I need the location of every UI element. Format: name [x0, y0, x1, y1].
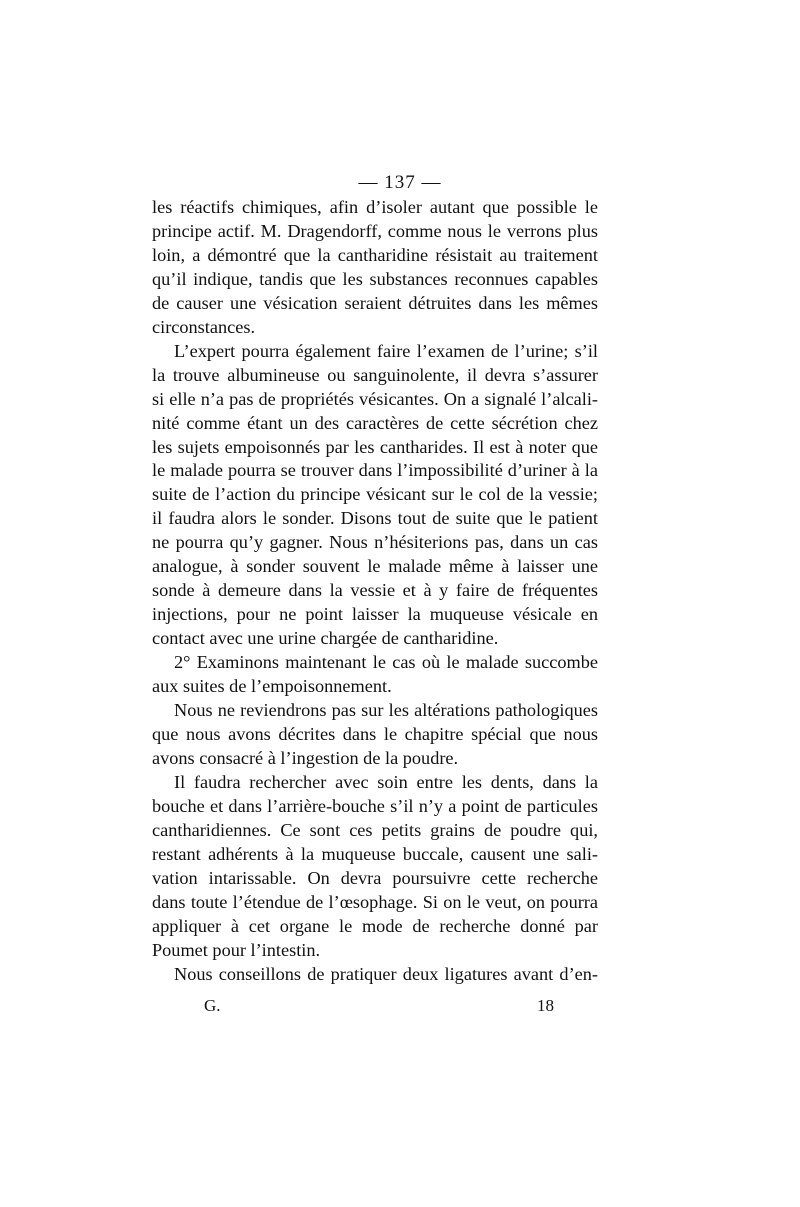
text-line: qu’il indique, tandis que les substances reconnues capables — [152, 268, 598, 289]
text-line: dans toute l’étendue de l’œsophage. Si on le veut, on pourra — [152, 891, 598, 912]
text-line: appliquer à cet organe le mode de recherche donné par — [152, 915, 598, 936]
text-line: restant adhérents à la muqueuse buccale, causent une sali- — [152, 843, 598, 864]
text-line: nité comme étant un des caractères de cette sécrétion chez — [152, 412, 598, 433]
text-line: sonde à demeure dans la vessie et à y faire de fréquentes — [152, 580, 598, 601]
page-number: — 137 — — [358, 172, 442, 193]
text-line: circonstances. — [152, 316, 256, 337]
text-line: Il faudra rechercher avec soin entre les dents, dans la — [174, 771, 598, 792]
text-line: principe actif. M. Dragendorff, comme nous le verrons plus — [152, 220, 598, 241]
text-line: contact avec une urine chargée de cantharidine. — [152, 628, 499, 649]
page-footer — [204, 996, 554, 1020]
text-line: la trouve albumineuse ou sanguinolente, il devra s’assurer — [152, 364, 598, 385]
text-line: Poumet pour l’intestin. — [152, 939, 321, 960]
text-line: suite de l’action du principe vésicant sur le col de la vessie; — [152, 484, 598, 505]
text-line: injections, pour ne point laisser la muqueuse vésicale en — [152, 604, 598, 625]
text-line: ne pourra qu’y gagner. Nous n’hésiterions pas, dans un cas — [152, 532, 598, 553]
text-line: que nous avons décrites dans le chapitre spécial que nous — [152, 723, 598, 744]
folio-number: 18 — [537, 996, 554, 1015]
text-line: vation intarissable. On devra poursuivre cette recherche — [152, 867, 598, 888]
text-line: aux suites de l’empoisonnement. — [152, 676, 392, 697]
text-line: de causer une vésication seraient détruites dans les mêmes — [152, 292, 598, 313]
text-line: bouche et dans l’arrière-bouche s’il n’y a point de particules — [152, 795, 598, 816]
text-line: les réactifs chimiques, afin d’isoler autant que possible le — [152, 197, 598, 217]
text-line: loin, a démontré que la cantharidine résistait au traitement — [152, 244, 598, 265]
text-line: les sujets empoisonnés par les cantharides. Il est à noter que — [152, 436, 598, 457]
text-line: cantharidiennes. Ce sont ces petits grains de poudre qui, — [152, 819, 598, 840]
text-line: il faudra alors le sonder. Disons tout de suite que le patient — [152, 508, 598, 529]
text-line: Nous conseillons de pratiquer deux ligatures avant d’en- — [174, 963, 598, 984]
text-line: le malade pourra se trouver dans l’impossibilité d’uriner à la — [152, 460, 598, 481]
body-text — [152, 196, 598, 986]
text-line: analogue, à sonder souvent le malade même à laisser une — [152, 556, 598, 577]
signature-mark: G. — [204, 996, 221, 1015]
text-line: L’expert pourra également faire l’examen de l’urine; s’il — [174, 340, 598, 361]
text-line: Nous ne reviendrons pas sur les altérations pathologiques — [174, 700, 598, 721]
text-line: si elle n’a pas de propriétés vésicantes. On a signalé l’alcali- — [152, 388, 598, 409]
text-line: 2° Examinons maintenant le cas où le malade succombe — [174, 652, 598, 673]
text-line: avons consacré à l’ingestion de la poudre. — [152, 747, 459, 768]
